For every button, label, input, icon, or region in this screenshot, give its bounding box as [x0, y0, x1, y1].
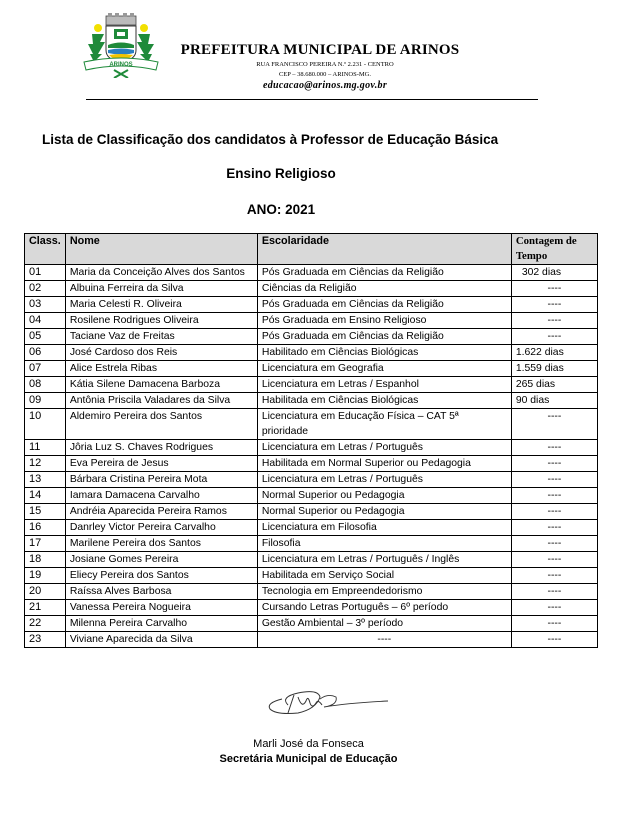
document-title: Lista de Classificação dos candidatos à Professor de Educação Básica	[42, 132, 499, 147]
table-row	[25, 536, 598, 552]
cell-education: Habilitada em Ciências Biológicas	[257, 393, 511, 409]
table-header-row	[25, 234, 598, 265]
cell-education: Habilitado em Ciências Biológicas	[257, 345, 511, 361]
cell-name: Aldemiro Pereira dos Santos	[65, 409, 257, 440]
cell-class: 14	[25, 488, 66, 504]
cell-time: ----	[511, 456, 597, 472]
cell-time: 1.622 dias	[511, 345, 597, 361]
cell-name: Iamara Damacena Carvalho	[65, 488, 257, 504]
table-row	[25, 297, 598, 313]
table-row	[25, 520, 598, 536]
cell-time: ----	[511, 409, 597, 440]
cell-education: ----	[257, 632, 511, 648]
municipal-coat-of-arms-logo	[78, 12, 164, 78]
cell-time: 265 dias	[511, 377, 597, 393]
cell-name: Andréia Aparecida Pereira Ramos	[65, 504, 257, 520]
table-row	[25, 552, 598, 568]
cell-name: Antônia Priscila Valadares da Silva	[65, 393, 257, 409]
table-row	[25, 361, 598, 377]
header-name: Nome	[65, 234, 257, 265]
cell-time: 302 dias	[511, 265, 597, 281]
cell-class: 01	[25, 265, 66, 281]
cell-time: 90 dias	[511, 393, 597, 409]
cell-name: Maria Celesti R. Oliveira	[65, 297, 257, 313]
cell-education: Licenciatura em Letras / Português / Inglês	[257, 552, 511, 568]
cell-education: Licenciatura em Filosofia	[257, 520, 511, 536]
table-row	[25, 393, 598, 409]
cell-class: 21	[25, 600, 66, 616]
table-row	[25, 488, 598, 504]
classification-table	[24, 233, 598, 648]
cell-time: ----	[511, 584, 597, 600]
cell-name: Raíssa Alves Barbosa	[65, 584, 257, 600]
cell-class: 08	[25, 377, 66, 393]
cell-name: Eva Pereira de Jesus	[65, 456, 257, 472]
cell-name: Viviane Aparecida da Silva	[65, 632, 257, 648]
table-row	[25, 313, 598, 329]
table-row	[25, 632, 598, 648]
header-class: Class.	[25, 234, 66, 265]
table-row	[25, 456, 598, 472]
cell-education: Licenciatura em Letras / Português	[257, 440, 511, 456]
cell-class: 07	[25, 361, 66, 377]
header-divider	[86, 99, 538, 100]
cell-education: Licenciatura em Letras / Espanhol	[257, 377, 511, 393]
cell-class: 03	[25, 297, 66, 313]
cell-name: Eliecy Pereira dos Santos	[65, 568, 257, 584]
cell-name: José Cardoso dos Reis	[65, 345, 257, 361]
document-subtitle: Ensino Religioso	[226, 166, 336, 181]
header-education: Escolaridade	[257, 234, 511, 265]
table-row	[25, 440, 598, 456]
cell-class: 18	[25, 552, 66, 568]
cell-name: Milenna Pereira Carvalho	[65, 616, 257, 632]
cell-name: Kátia Silene Damacena Barboza	[65, 377, 257, 393]
table-row	[25, 568, 598, 584]
cell-name: Jôria Luz S. Chaves Rodrigues	[65, 440, 257, 456]
cell-name: Albuina Ferreira da Silva	[65, 281, 257, 297]
cell-name: Bárbara Cristina Pereira Mota	[65, 472, 257, 488]
org-name: PREFEITURA MUNICIPAL DE ARINOS	[180, 42, 460, 58]
cell-time: ----	[511, 568, 597, 584]
cell-name: Josiane Gomes Pereira	[65, 552, 257, 568]
cell-education: Gestão Ambiental – 3º período	[257, 616, 511, 632]
table-row	[25, 345, 598, 361]
cell-class: 02	[25, 281, 66, 297]
cell-class: 10	[25, 409, 66, 440]
cell-time: ----	[511, 504, 597, 520]
cell-education: Tecnologia em Empreendedorismo	[257, 584, 511, 600]
cell-name: Rosilene Rodrigues Oliveira	[65, 313, 257, 329]
cell-class: 11	[25, 440, 66, 456]
table-row	[25, 281, 598, 297]
cell-education: Habilitada em Normal Superior ou Pedagogia	[257, 456, 511, 472]
cell-class: 23	[25, 632, 66, 648]
cell-class: 05	[25, 329, 66, 345]
table-row	[25, 472, 598, 488]
cell-time: ----	[511, 472, 597, 488]
signer-name: Marli José da Fonseca	[253, 738, 364, 750]
table-row	[25, 265, 598, 281]
table-row	[25, 616, 598, 632]
cell-education: Ciências da Religião	[257, 281, 511, 297]
cell-education: Pós Graduada em Ciências da Religião	[257, 297, 511, 313]
cell-time: ----	[511, 313, 597, 329]
cell-education: Cursando Letras Português – 6º período	[257, 600, 511, 616]
table-row	[25, 377, 598, 393]
cell-time: 1.559 dias	[511, 361, 597, 377]
svg-text:ARINOS: ARINOS	[109, 62, 133, 68]
cell-name: Taciane Vaz de Freitas	[65, 329, 257, 345]
cell-name: Vanessa Pereira Nogueira	[65, 600, 257, 616]
cell-class: 12	[25, 456, 66, 472]
cell-time: ----	[511, 281, 597, 297]
table-row	[25, 329, 598, 345]
cell-time: ----	[511, 552, 597, 568]
cell-education: Pós Graduada em Ciências da Religião	[257, 329, 511, 345]
cell-class: 04	[25, 313, 66, 329]
table-row	[25, 504, 598, 520]
cell-education: Licenciatura em Letras / Português	[257, 472, 511, 488]
document-year: ANO: 2021	[246, 202, 316, 217]
cell-time: ----	[511, 520, 597, 536]
cell-class: 20	[25, 584, 66, 600]
cell-name: Maria da Conceição Alves dos Santos	[65, 265, 257, 281]
cell-class: 16	[25, 520, 66, 536]
cell-class: 17	[25, 536, 66, 552]
cell-class: 06	[25, 345, 66, 361]
cell-class: 15	[25, 504, 66, 520]
cell-class: 13	[25, 472, 66, 488]
cell-time: ----	[511, 536, 597, 552]
cell-education: Filosofia	[257, 536, 511, 552]
table-row	[25, 409, 598, 440]
cell-time: ----	[511, 616, 597, 632]
letterhead	[180, 42, 470, 91]
cell-time: ----	[511, 488, 597, 504]
cell-education: Pós Graduada em Ciências da Religião	[257, 265, 511, 281]
cell-education: Licenciatura em Educação Física – CAT 5ª prioridade	[257, 409, 511, 440]
header-time-line2: Tempo	[515, 250, 548, 262]
cell-education: Habilitada em Serviço Social	[257, 568, 511, 584]
signature-image	[258, 683, 398, 723]
cell-class: 19	[25, 568, 66, 584]
table-row	[25, 600, 598, 616]
address-line-2: CEP – 38.680.000 – ARINOS-MG.	[278, 71, 372, 78]
header-time-line1: Contagem de	[515, 235, 577, 247]
cell-time: ----	[511, 600, 597, 616]
cell-time: ----	[511, 440, 597, 456]
cell-name: Danrley Victor Pereira Carvalho	[65, 520, 257, 536]
cell-education: Pós Graduada em Ensino Religioso	[257, 313, 511, 329]
signer-role: Secretária Municipal de Educação	[219, 753, 398, 765]
cell-time: ----	[511, 632, 597, 648]
table-row	[25, 584, 598, 600]
cell-education: Licenciatura em Geografia	[257, 361, 511, 377]
email-address: educacao@arinos.mg.gov.br	[262, 80, 388, 91]
header-time	[511, 234, 597, 265]
cell-time: ----	[511, 329, 597, 345]
cell-time: ----	[511, 297, 597, 313]
cell-name: Marilene Pereira dos Santos	[65, 536, 257, 552]
cell-education: Normal Superior ou Pedagogia	[257, 504, 511, 520]
cell-class: 09	[25, 393, 66, 409]
cell-class: 22	[25, 616, 66, 632]
cell-name: Alice Estrela Ribas	[65, 361, 257, 377]
address-line-1: RUA FRANCISCO PEREIRA N.º 2.231 - CENTRO	[256, 61, 394, 68]
cell-education: Normal Superior ou Pedagogia	[257, 488, 511, 504]
